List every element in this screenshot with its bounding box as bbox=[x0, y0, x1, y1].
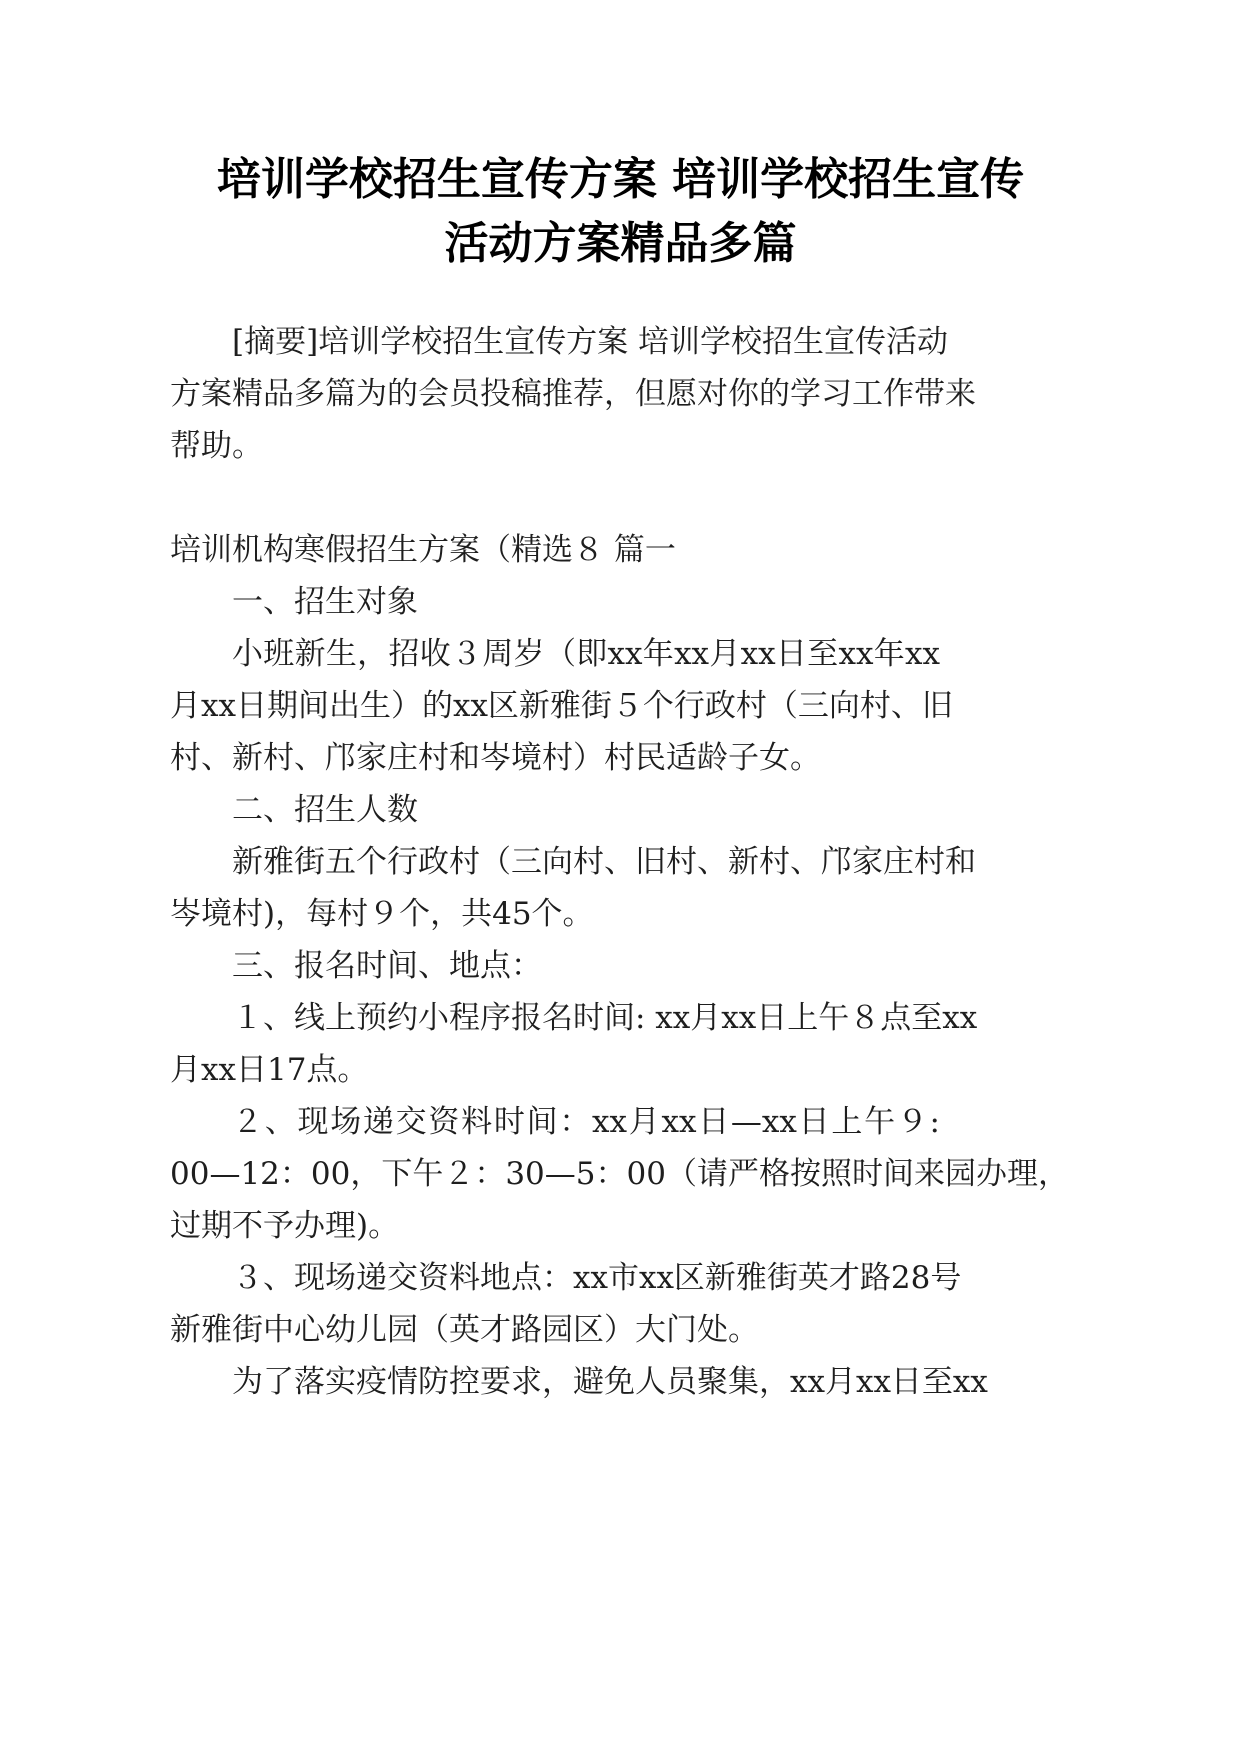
body-line: 村、新村、邝家庄村和岑境村）村民适龄子女。 bbox=[170, 740, 821, 776]
body-line: 一、招生对象 bbox=[232, 584, 418, 620]
abstract-line-2: 方案精品多篇为的会员投稿推荐，但愿对你的学习工作带来 bbox=[170, 376, 976, 412]
body-line: 岑境村)，每村９个，共45个。 bbox=[170, 896, 594, 932]
body-line: 为了落实疫情防控要求，避免人员聚集，xx月xx日至xx bbox=[232, 1364, 988, 1400]
body-line: 新雅街五个行政村（三向村、旧村、新村、邝家庄村和 bbox=[232, 844, 976, 880]
abstract-line-1: [摘要]培训学校招生宣传方案 培训学校招生宣传活动 bbox=[232, 324, 949, 360]
body-line: 三、报名时间、地点： bbox=[232, 948, 542, 984]
body-line: ２、现场递交资料时间：xx月xx日—xx日上午９: bbox=[232, 1104, 940, 1140]
body-line: ３、现场递交资料地点：xx市xx区新雅街英才路28号 bbox=[232, 1260, 962, 1296]
document-title-line-1: 培训学校招生宣传方案 培训学校招生宣传 bbox=[216, 154, 1025, 205]
body-line: 月xx日17点。 bbox=[170, 1052, 369, 1088]
body-line: 00—12：00，下午２：30—5：00（请严格按照时间来园办理， bbox=[170, 1156, 1069, 1192]
body-line: 新雅街中心幼儿园（英才路园区）大门处。 bbox=[170, 1312, 759, 1348]
body-line: 小班新生，招收３周岁（即xx年xx月xx日至xx年xx bbox=[232, 636, 940, 672]
section-heading: 培训机构寒假招生方案（精选８ 篇一 bbox=[170, 532, 676, 568]
body-line: 月xx日期间出生）的xx区新雅街５个行政村（三向村、旧 bbox=[170, 688, 953, 724]
document-title-line-2: 活动方案精品多篇 bbox=[444, 218, 797, 269]
body-line: 二、招生人数 bbox=[232, 792, 418, 828]
body-line: 过期不予办理)。 bbox=[170, 1208, 400, 1244]
abstract-line-3: 帮助。 bbox=[170, 428, 263, 464]
body-line: １、线上预约小程序报名时间: xx月xx日上午８点至xx bbox=[232, 1000, 978, 1036]
